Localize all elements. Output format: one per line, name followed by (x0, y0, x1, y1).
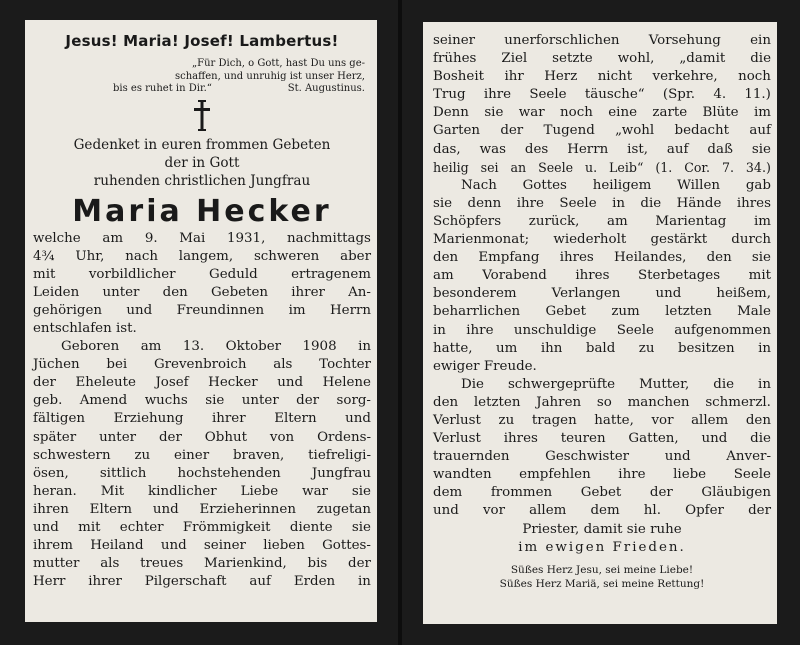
intro-line: Gedenket in euren frommen Gebeten (73, 136, 331, 153)
intro-text (33, 136, 371, 190)
text-line: besonderem Verlangen und heißem, (433, 286, 771, 302)
text-line: gehörigen und Freundinnen im Herrn (33, 302, 371, 318)
prayers (433, 563, 771, 591)
text-line: Herr ihrer Pilgerschaft auf Erden in (33, 574, 371, 590)
text-line: ewiger Freude. (433, 358, 537, 374)
header-invocation: Jesus! Maria! Josef! Lambertus! (65, 32, 339, 50)
text-line: geb. Amend wuchs sie unter der sorg- (33, 393, 371, 409)
quote-line: schaffen, und unruhig ist unser Herz, (174, 70, 365, 82)
text-line: seiner unerforschlichen Vorsehung ein (433, 33, 771, 48)
right-paragraph-3 (433, 376, 771, 539)
text-line: Geboren am 13. Oktober 1908 in (61, 339, 371, 355)
text-line: frühes Ziel setzte wohl, „damit die (433, 51, 771, 67)
text-line: ösen, sittlich hochstehenden Jungfrau (33, 465, 371, 481)
left-panel (25, 20, 377, 622)
text-line: mutter als treues Marienkind, bis der (33, 556, 371, 572)
intro-line: ruhenden christlichen Jungfrau (93, 172, 311, 189)
text-line: den Empfang ihres Heilandes, den sie (433, 250, 771, 266)
text-line: Bosheit ihr Herz nicht verkehre, noch (433, 69, 771, 85)
text-line: Denn sie war noch eine zarte Blüte im (433, 105, 771, 121)
left-paragraph-1 (33, 230, 371, 339)
text-line: am Vorabend ihres Sterbetages mit (433, 268, 771, 284)
text-line: Jüchen bei Grevenbroich als Tochter (33, 357, 371, 373)
deceased-name: Maria Hecker (72, 193, 332, 229)
text-line: ihren Eltern und Erzieherinnen zugetan (33, 501, 371, 517)
right-paragraph-1 (433, 32, 771, 177)
text-line: entschlafen ist. (33, 320, 137, 336)
text-line: der Eheleute Josef Hecker und Helene (33, 375, 371, 391)
text-line: und mit echter Frömmigkeit diente sie (33, 520, 371, 535)
text-line: Verlust ihres teuren Gatten, und die (433, 431, 771, 447)
text-line: 4¾ Uhr, nach langem, schweren aber (33, 248, 371, 264)
text-line: heilig sei an Seele u. Leib“ (1. Cor. 7. 34.) (433, 159, 771, 175)
text-line: und vor allem dem hl. Opfer der (433, 503, 771, 519)
closing-text: im ewigen Frieden. (518, 539, 686, 555)
text-line: Leiden unter den Gebeten ihrer An- (33, 284, 371, 300)
text-line: schwestern zu einer braven, tiefreligi- (33, 447, 371, 463)
text-line: Garten der Tugend „wohl bedacht auf (433, 123, 771, 139)
text-line: dem frommen Gebet der Gläubigen (433, 485, 771, 501)
intro-line: der in Gott (164, 154, 240, 171)
text-line: Trug ihre Seele täusche“ (Spr. 4. 11.) (433, 87, 771, 103)
closing-line (433, 539, 771, 557)
text-line: Marienmonat; wiederholt gestärkt durch (433, 232, 771, 248)
quote-line: „Für Dich, o Gott, hast Du uns ge- (192, 58, 365, 69)
text-line: wandten empfehlen ihre liebe Seele (433, 467, 771, 483)
right-panel (423, 22, 777, 624)
text-line: Priester, damit sie ruhe (522, 521, 682, 537)
left-paragraph-2 (33, 338, 371, 591)
quote-line: bis es ruhet in Dir.“ (113, 83, 212, 94)
text-line: Schöpfers zurück, am Marientag im (433, 213, 771, 229)
text-line: Nach Gottes heiligem Willen gab (461, 177, 771, 193)
text-line: beharrlichen Gebet zum letzten Male (433, 304, 771, 320)
prayer-line: Süßes Herz Mariä, sei meine Rettung! (499, 577, 705, 590)
text-line: später unter der Obhut von Ordens- (33, 429, 371, 445)
text-line: heran. Mit kindlicher Liebe war sie (33, 483, 371, 499)
text-line: Verlust zu tragen hatte, vor allem den (433, 412, 771, 428)
text-line: trauernden Geschwister und Anver- (433, 449, 771, 465)
cross-icon (190, 100, 214, 132)
text-line: ihrem Heiland und seiner lieben Gottes- (33, 538, 371, 554)
quote-last-line (33, 83, 365, 96)
text-line: sie denn ihre Seele in die Hände ihres (433, 195, 771, 211)
text-line: mit vorbildlicher Geduld ertragenem (33, 266, 371, 282)
prayer-line: Süßes Herz Jesu, sei meine Liebe! (510, 563, 694, 576)
right-paragraph-2 (433, 177, 771, 376)
card-fold (398, 0, 402, 645)
text-line: fältigen Erziehung ihrer Eltern und (33, 411, 371, 427)
text-line: welche am 9. Mai 1931, nachmittags (33, 230, 371, 246)
quote-author: St. Augustinus. (287, 83, 365, 94)
augustine-quote (33, 58, 371, 96)
text-line: den letzten Jahren so manchen schmerzl. (433, 394, 771, 410)
text-line: Die schwergeprüfte Mutter, die in (461, 376, 771, 392)
text-line: hatte, um ihn bald zu besitzen in (433, 340, 771, 356)
text-line: das, was des Herrn ist, auf daß sie (433, 141, 771, 157)
text-line: in ihre unschuldige Seele aufgenommen (433, 322, 771, 338)
